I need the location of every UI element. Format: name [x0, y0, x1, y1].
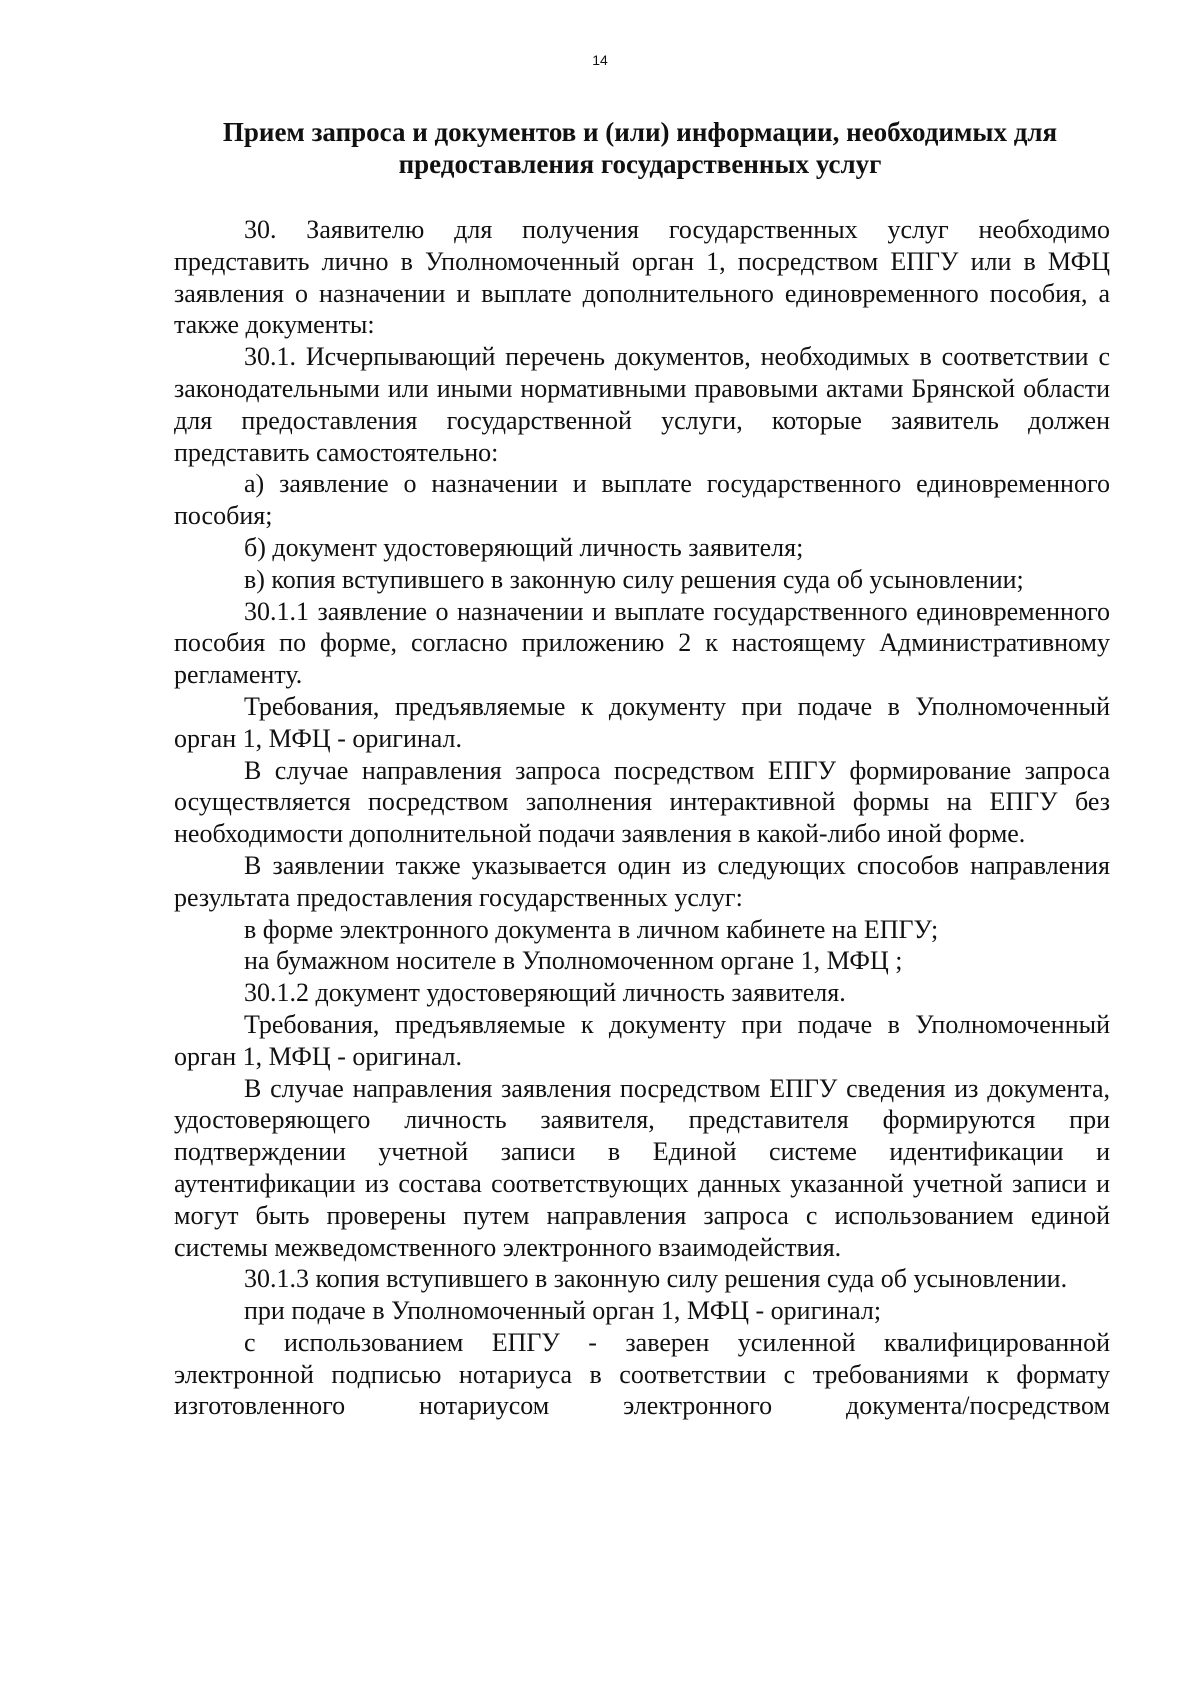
paragraph: В случае направления заявления посредством ЕПГУ сведения из документа, удостоверяющего личность заявителя, представителя формируются при подтверждении учетной записи в Единой системе идентификации и аутентификации из состава соответствующих данных указанной учетной записи и могут быть проверены путем направления запроса с использованием единой системы межведомственного электронного взаимодействия. [174, 1073, 1110, 1262]
paragraph: в) копия вступившего в законную силу решения суда об усыновлении; [244, 564, 1024, 594]
paragraph: 30.1.3 копия вступившего в законную силу решения суда об усыновлении. [244, 1264, 1068, 1294]
paragraph: Требования, предъявляемые к документу при подаче в Уполномоченный орган 1, МФЦ - оригинал. [174, 1009, 1110, 1071]
section-heading: Прием запроса и документов и (или) информации, необходимых для предоставления государственных услуг [222, 117, 1058, 179]
paragraph: б) документ удостоверяющий личность заявителя; [244, 532, 804, 562]
paragraph: в форме электронного документа в личном кабинете на ЕПГУ; [244, 914, 939, 944]
paragraph: 30. Заявителю для получения государственных услуг необходимо представить лично в Уполномоченный орган 1, посредством ЕПГУ или в МФЦ заявления о назначении и выплате дополнительного единовременного пособия, а также документы: [174, 215, 1110, 340]
paragraph: на бумажном носителе в Уполномоченном органе 1, МФЦ ; [244, 946, 903, 976]
paragraph: В заявлении также указывается один из следующих способов направления результата предоставления государственных услуг: [174, 850, 1110, 912]
paragraph: а) заявление о назначении и выплате государственного единовременного пособия; [174, 469, 1110, 531]
page-number: 14 [592, 52, 608, 68]
paragraph: с использованием ЕПГУ - заверен усиленной квалифицированной электронной подписью нотариуса в соответствии с требованиями к формату изготовленного нотариусом электронного документа/посредством [174, 1327, 1110, 1421]
paragraph: 30.1. Исчерпывающий перечень документов, необходимых в соответствии с законодательными или иными нормативными правовыми актами Брянской области для предоставления государственной услуги, которые заявитель должен представить самостоятельно: [174, 342, 1110, 467]
paragraph: 30.1.2 документ удостоверяющий личность заявителя. [244, 978, 846, 1008]
paragraph: В случае направления запроса посредством ЕПГУ формирование запроса осуществляется посредством заполнения интерактивной формы на ЕПГУ без необходимости дополнительной подачи заявления в какой-либо иной форме. [174, 755, 1110, 849]
document-body [174, 214, 1110, 1422]
paragraph: при подаче в Уполномоченный орган 1, МФЦ - оригинал; [244, 1296, 882, 1326]
paragraph: 30.1.1 заявление о назначении и выплате государственного единовременного пособия по форме, согласно приложению 2 к настоящему Административному регламенту. [174, 596, 1110, 690]
paragraph: Требования, предъявляемые к документу при подаче в Уполномоченный орган 1, МФЦ - оригинал. [174, 691, 1110, 753]
